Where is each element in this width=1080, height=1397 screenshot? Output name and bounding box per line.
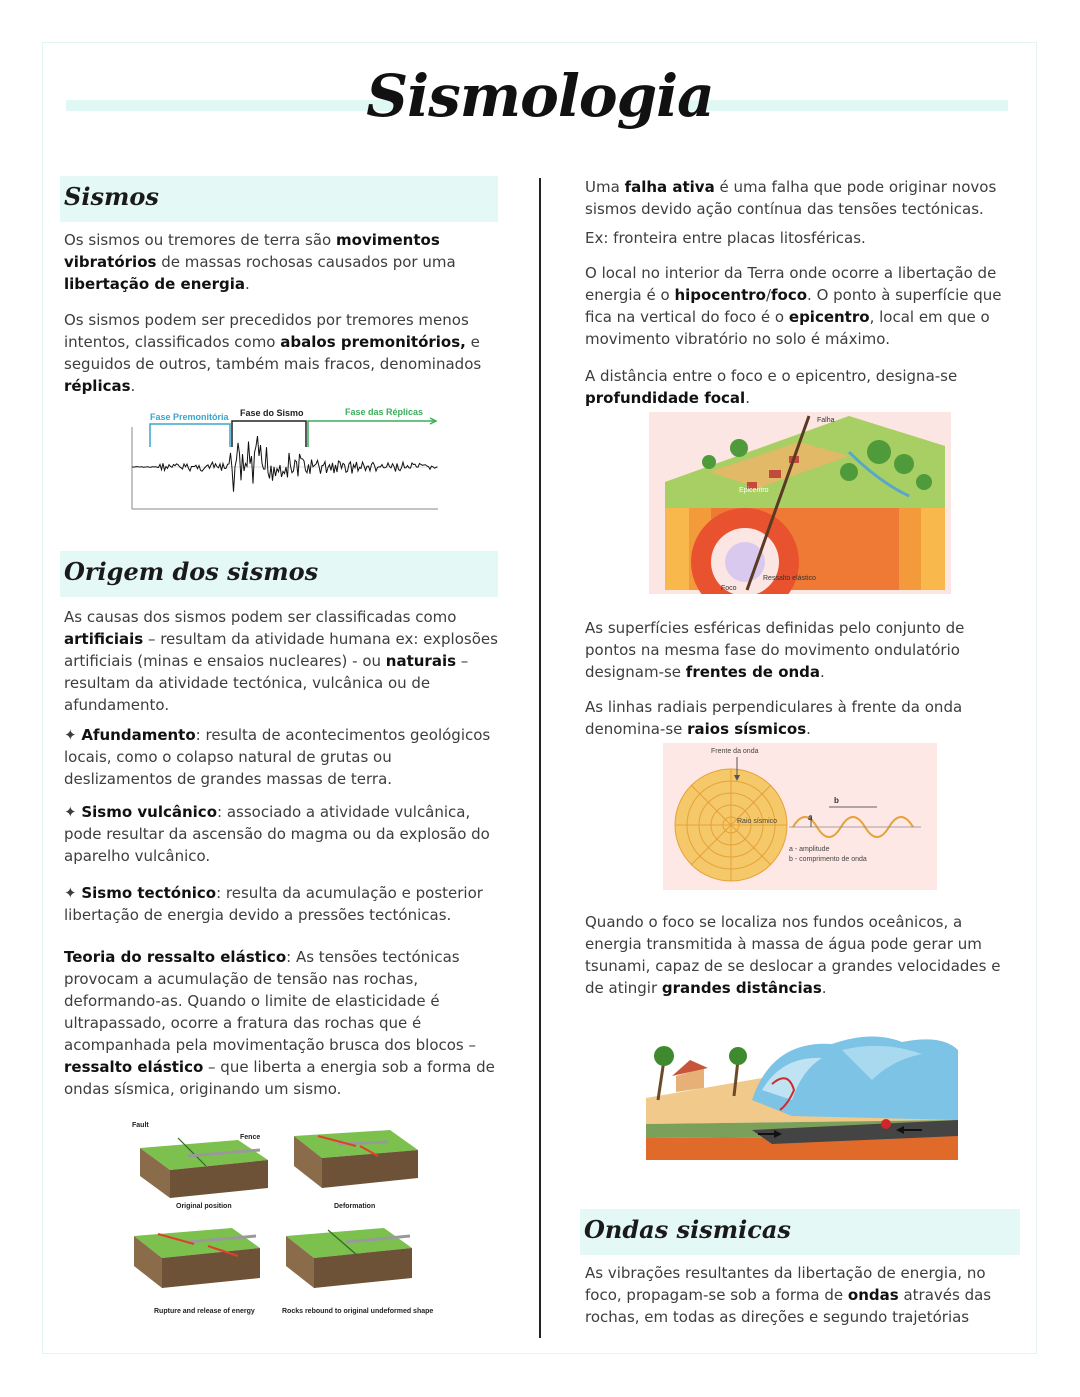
block-rebound [282, 1228, 433, 1315]
focus-epicenter-figure [649, 412, 951, 594]
label-rupture: Rupture and release of energy [154, 1308, 255, 1315]
heading-text: Origem dos sismos [64, 557, 319, 586]
bold-text: ondas [847, 1286, 899, 1304]
paragraph-raios [585, 696, 1015, 740]
paragraph-frentes-onda [585, 617, 1015, 683]
seismogram-figure [118, 405, 448, 520]
text: . [806, 720, 811, 738]
section-heading-origem [60, 551, 498, 597]
text: – que liberta a energia sob a forma de ondas sísmica, originando um sismo. [64, 1058, 495, 1098]
bold-text: Sismo vulcânico [81, 803, 218, 821]
bold-text: falha ativa [624, 178, 715, 196]
section-heading-ondas [580, 1209, 1020, 1255]
paragraph-tsunami [585, 911, 1017, 999]
page-title: Sismologia [366, 62, 714, 130]
bold-text: movimentos vibratórios [64, 231, 440, 271]
text: O local no interior da Terra onde ocorre a libertação de energia é o [585, 264, 997, 304]
label-fase-sismo: Fase do Sismo [240, 408, 304, 418]
label-a: a [808, 813, 813, 822]
label-ressalto: Ressalto elástico [763, 575, 816, 582]
label-b: b [834, 796, 839, 805]
wavefront-figure [663, 743, 937, 890]
bold-text: hipocentro [674, 286, 766, 304]
text: As superfícies esféricas definidas pelo conjunto de pontos na mesma fase do movimento ondulatório designam-se [585, 619, 965, 681]
text: . [745, 389, 750, 407]
legend-amplitude: a - amplitude [789, 846, 830, 853]
bold-text: foco [771, 286, 808, 304]
text: As causas dos sismos podem ser classificadas como [64, 608, 457, 626]
block-deformation [294, 1130, 418, 1210]
bullet-sismo-tectonico [64, 882, 504, 926]
block-original [132, 1122, 268, 1210]
legend-comprimento: b - comprimento de onda [789, 856, 867, 863]
text: Uma [585, 178, 625, 196]
paragraph [64, 229, 504, 295]
tsunami-figure [642, 1020, 960, 1160]
label-fase-replicas: Fase das Réplicas [345, 407, 424, 417]
bold-text: libertação de energia [64, 275, 245, 293]
text: e seguidos de outros, também mais fracos, denominados [64, 333, 482, 373]
bold-text: Teoria do ressalto elástico [64, 948, 287, 966]
text: é uma falha que pode originar novos sismos devido ação contínua das tensões tectónicas. [585, 178, 997, 218]
text: . [244, 275, 250, 293]
label-foco: Foco [721, 585, 737, 592]
text: Os sismos podem ser precedidos por tremores menos intentos, classificados como [64, 311, 469, 351]
paragraph [64, 606, 504, 716]
label-fault: Fault [132, 1122, 149, 1129]
text: / [765, 286, 772, 304]
label-original: Original position [176, 1203, 232, 1210]
label-epicentro: Epicentro [739, 487, 769, 494]
text: através das rochas, em todas as direções e segundo trajetórias [585, 1286, 992, 1326]
bold-text: raios sísmicos [687, 720, 807, 738]
bold-text: artificiais [64, 630, 144, 648]
label-falha: Falha [817, 417, 835, 424]
label-rebound: Rocks rebound to original undeformed shape [282, 1308, 434, 1315]
bold-text: epicentro [788, 308, 870, 326]
bullet-afundamento [64, 724, 504, 790]
text: : associado a atividade vulcânica, pode resultar da ascensão do magma ou da explosão do aparelho vulcânico. [64, 803, 490, 865]
text: Os sismos ou tremores de terra são [64, 231, 337, 249]
bold-text: Sismo tectónico [81, 884, 217, 902]
paragraph-example: Ex: fronteira entre placas litosféricas. [585, 229, 866, 247]
label-fence: Fence [240, 1134, 261, 1141]
bold-text: ressalto elástico [64, 1058, 204, 1076]
heading-text: Sismos [64, 182, 159, 211]
label-raio-sismico: Raio sísmico [737, 818, 778, 825]
text: . O ponto à superfície que fica na vertical do foco é o [585, 286, 1002, 326]
bold-text: Afundamento [81, 726, 196, 744]
paragraph-hipocentro [585, 262, 1017, 350]
text: : resulta da acumulação e posterior libertação de energia devido a pressões tectónicas. [64, 884, 483, 924]
text: : As tensões tectónicas provocam a acumulação de tensão nas rochas, deformando-as. Quando o limite de elasticidade é ultrapassado, ocorre a fratura das rochas que é acompanhada pela movimentação brusca dos blocos – [64, 948, 477, 1054]
text: . [821, 979, 827, 997]
text: A distância entre o foco e o epicentro, designa-se [585, 367, 958, 385]
paragraph-profundidade [585, 365, 1015, 409]
bullet-icon: ✦ [64, 884, 82, 902]
bullet-sismo-vulcanico [64, 801, 504, 867]
bold-text: profundidade focal [585, 389, 746, 407]
paragraph-falha-ativa [585, 176, 1015, 220]
text: Quando o foco se localiza nos fundos oceânicos, a energia transmitida à massa de água pode gerar um tsunami, capaz de se deslocar a grandes velocidades e de atingir [585, 913, 1001, 997]
bullet-icon: ✦ [64, 803, 82, 821]
bold-text: grandes distâncias [661, 979, 822, 997]
text: As linhas radiais perpendiculares à frente da onda denomina-se [585, 698, 963, 738]
block-rupture [134, 1228, 260, 1315]
bold-text: abalos premonitórios, [280, 333, 466, 351]
heading-text: Ondas sismicas [584, 1215, 791, 1244]
label-deformation: Deformation [334, 1203, 376, 1210]
bold-text: réplicas [64, 377, 131, 395]
elastic-rebound-figure [128, 1118, 438, 1318]
seismogram-trace [132, 436, 438, 492]
bold-text: frentes de onda [685, 663, 821, 681]
text: As vibrações resultantes da libertação de energia, no foco, propagam-se sob a forma de [585, 1264, 986, 1304]
bullet-icon: ✦ [64, 726, 82, 744]
paragraph-ressalto [64, 946, 504, 1100]
label-fase-premonitoria: Fase Premonitória [150, 412, 229, 422]
section-heading-sismos [60, 176, 498, 222]
text: de massas rochosas causados por uma [156, 253, 456, 271]
paragraph [64, 309, 504, 397]
text: – resultam da atividade tectónica, vulcânica ou de afundamento. [64, 652, 469, 714]
text: . [130, 377, 136, 395]
column-divider [539, 178, 541, 1338]
paragraph-ondas [585, 1262, 1017, 1328]
label-frente-onda: Frente da onda [711, 748, 759, 755]
bold-text: naturais [385, 652, 457, 670]
text: . [820, 663, 825, 681]
text: – resultam da atividade humana ex: explosões artificiais (minas e ensaios nucleares) - ou [64, 630, 498, 670]
text: , local em que o movimento vibratório no solo é máximo. [585, 308, 990, 348]
text: : resulta de acontecimentos geológicos locais, como o colapso natural de grutas ou deslizamentos de grandes massas de terra. [64, 726, 491, 788]
